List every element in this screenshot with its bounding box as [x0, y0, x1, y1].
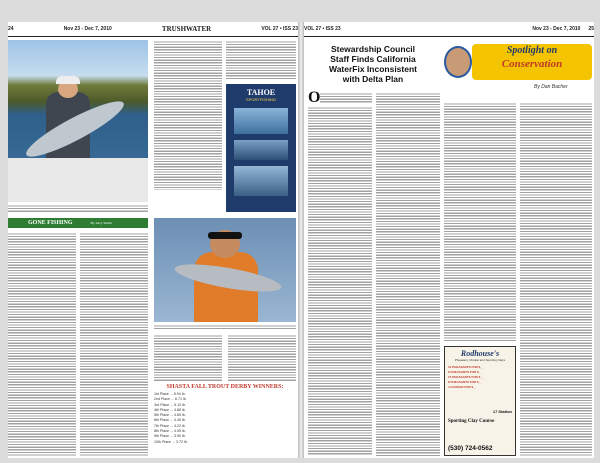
derby-entry: 3rd Place ... 5.12 lb. [154, 402, 186, 407]
price-line: 10 PHEASANTS FOR $__ [448, 365, 484, 369]
headline-line-3: WaterFix Inconsistent [328, 64, 417, 74]
article-column-3 [444, 102, 516, 342]
article-column-1 [308, 106, 372, 456]
rodhouse-phone: (530) 724-0562 [448, 445, 493, 452]
right-page-number: 25 [588, 26, 594, 32]
rodhouse-prices [448, 365, 515, 390]
header-rule [8, 36, 298, 37]
article-column-2 [376, 92, 440, 456]
tahoe-ad-subtitle: SPORTFISHING [246, 97, 276, 102]
derby-entry: 7th Place ... 4.22 lb. [154, 423, 186, 428]
section-byline: By Jerry Smith [90, 221, 112, 225]
trout-catch-photo [154, 218, 296, 322]
spotlight-logo [444, 42, 592, 94]
derby-entry: 5th Place ... 4.65 lb. [154, 413, 186, 418]
author-avatar [444, 46, 472, 78]
derby-entry: 1st Place ... 8.94 lb. [154, 392, 186, 396]
spotlight-line-2: Conservation [501, 58, 563, 70]
headline-line-2: Staff Finds California [330, 54, 416, 64]
tahoe-ad-title: TAHOE [246, 88, 276, 97]
price-line: 6 PHEASANTS FOR $__ [448, 370, 483, 374]
article-headline [308, 44, 438, 84]
price-line: 8 PHEASANTS FOR $__ [448, 380, 483, 384]
rodhouse-tagline: Pheasant, Chukar and Sporting Clays [454, 358, 506, 362]
derby-entry: 10th Place ... 3.72 lb. [154, 439, 188, 444]
left-page-number: 24 [8, 26, 14, 32]
section-label: GONE FISHING [28, 220, 73, 226]
spotlight-byline: By Dan Bacher [534, 84, 568, 90]
right-volume: VOL 27 • ISS 23 [304, 26, 341, 32]
right-page-date: Nov 23 - Dec 7, 2010 [532, 26, 581, 32]
left-page-header [8, 22, 298, 36]
spotlight-line-1: Spotlight on [506, 45, 558, 56]
spotlight-banner [472, 44, 592, 80]
article-lead [320, 92, 372, 104]
left-volume: VOL 27 • ISS 23 [261, 26, 298, 32]
derby-entry: 9th Place ... 3.90 lb. [154, 434, 186, 439]
gone-fishing-bar [8, 218, 148, 228]
rodhouse-name: Rodhouse's [460, 349, 500, 358]
derby-winners-box [154, 384, 296, 456]
derby-entry: 6th Place ... 4.40 lb. [154, 418, 186, 423]
article-column-4 [520, 102, 592, 456]
text-column-top-right [226, 40, 296, 80]
photo-caption-1 [8, 204, 148, 212]
price-line: 15 PHEASANTS FOR $__ [448, 375, 484, 379]
derby-list [154, 392, 296, 445]
body-column-3 [154, 334, 222, 382]
left-masthead: TRUSHWATER [161, 25, 212, 33]
rodhouse-sporting-clays: Sporting Clay Course [448, 419, 495, 424]
derby-entry: 8th Place ... 4.05 lb. [154, 429, 186, 434]
rodhouse-ad [444, 346, 516, 456]
price-line: 4 CHUKAR FOR $__ [448, 385, 477, 389]
derby-entry: 4th Place ... 4.88 lb. [154, 407, 186, 412]
right-page [304, 22, 594, 458]
right-page-header [304, 22, 594, 36]
photo-caption-2 [154, 324, 296, 330]
derby-entry: 2nd Place ... 6.71 lb. [154, 397, 187, 402]
body-column-1 [8, 232, 76, 456]
tahoe-sportfishing-ad [226, 84, 296, 212]
headline-line-4: with Delta Plan [342, 74, 404, 84]
headline-line-1: Stewardship Council [330, 44, 416, 54]
body-column-4 [228, 334, 296, 382]
rodhouse-stations: 17 Station [492, 409, 512, 414]
left-page [8, 22, 298, 458]
fisherman-lake-photo [8, 40, 148, 202]
header-rule-right [304, 36, 594, 37]
body-column-2 [80, 232, 148, 456]
left-page-date: Nov 23 - Dec 7, 2010 [63, 26, 112, 32]
derby-title: SHASTA FALL TROUT DERBY WINNERS: [166, 384, 284, 390]
text-column-top [154, 40, 222, 190]
drop-cap: O [308, 89, 321, 106]
